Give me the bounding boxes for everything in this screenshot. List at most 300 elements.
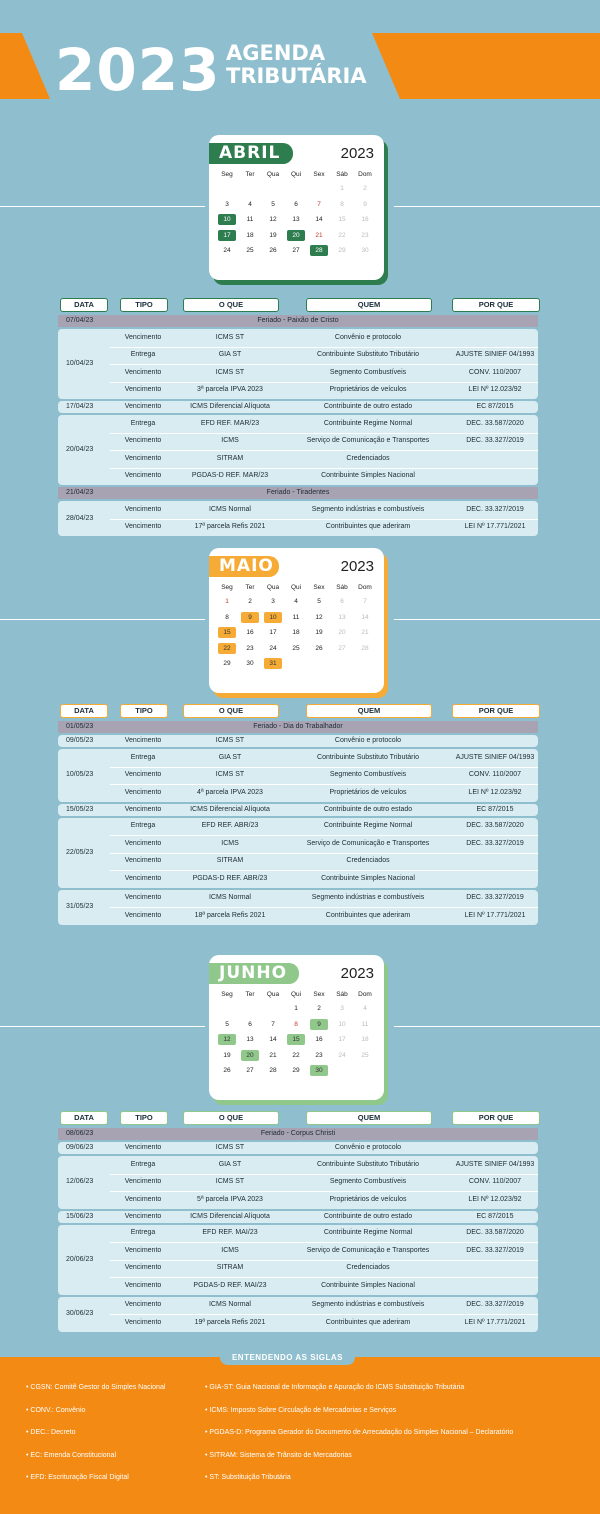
- deadline-type: Vencimento: [124, 386, 162, 394]
- calendar-year: 2023: [340, 145, 374, 162]
- deadline-who: Contribuinte Substituto Tributário: [317, 753, 419, 761]
- calendar-day-due: 31: [264, 658, 282, 669]
- column-header-3: QUEM: [306, 1111, 432, 1125]
- calendar-day: 24: [269, 644, 277, 652]
- calendar-day: 6: [340, 598, 344, 605]
- deadline-why: DEC. 33.327/2019: [466, 1246, 524, 1254]
- calendar-day: 19: [315, 629, 323, 636]
- calendar-day: 4: [248, 200, 252, 208]
- weekday-label: Dom: [358, 991, 372, 998]
- deadline-type: Vencimento: [124, 1178, 162, 1186]
- deadline-who: Proprietários de veículos: [329, 788, 407, 796]
- deadline-date: 10/05/23: [66, 771, 94, 779]
- deadline-type: Vencimento: [124, 1195, 162, 1203]
- deadline-why: DEC. 33.587/2020: [466, 1229, 524, 1237]
- holiday-name: Feriado - Tiradentes: [266, 489, 330, 496]
- calendar-day: 4: [363, 1005, 367, 1012]
- deadline-type: Entrega: [130, 1229, 156, 1237]
- calendar-day: 8: [340, 200, 344, 208]
- deadline-type: Entrega: [130, 419, 156, 427]
- calendar-day: 2: [363, 185, 367, 192]
- row-separator: [110, 1314, 538, 1315]
- calendar-day: 29: [292, 1067, 300, 1074]
- divider-line-left: [0, 206, 205, 207]
- row-separator: [110, 364, 538, 365]
- calendar-day: 27: [246, 1067, 254, 1074]
- calendar-day: 11: [246, 216, 254, 223]
- deadline-who: Contribuintes que aderiram: [325, 911, 411, 919]
- deadline-type: Vencimento: [124, 1144, 162, 1151]
- calendar-day: 16: [246, 629, 254, 636]
- deadline-item: SITRAM: [216, 857, 244, 865]
- deadline-item: ICMS ST: [215, 1178, 245, 1186]
- row-separator: [110, 382, 538, 383]
- deadline-date: 15/05/23: [66, 805, 94, 813]
- calendar-day: 2: [248, 598, 252, 605]
- column-header-1: TIPO: [120, 704, 168, 718]
- calendar-day: 24: [338, 1051, 346, 1059]
- calendar-day: 3: [271, 598, 275, 605]
- deadline-item: 19ª parcela Refis 2021: [194, 1318, 266, 1326]
- deadline-who: Contribuinte de outro estado: [323, 1212, 413, 1220]
- glossary-entry: • EC: Emenda Constitucional: [26, 1451, 116, 1459]
- calendar-day: 13: [246, 1036, 254, 1043]
- deadline-who: Segmento Combustíveis: [329, 368, 407, 376]
- deadline-item: ICMS Diferencial Alíquota: [190, 403, 270, 410]
- divider-line-left: [0, 619, 205, 620]
- deadline-type: Vencimento: [124, 1281, 162, 1289]
- weekday-label: Seg: [221, 171, 233, 178]
- deadline-who: Serviço de Comunicação e Transportes: [306, 1246, 430, 1254]
- deadline-why: EC 87/2015: [476, 1212, 514, 1220]
- deadline-date: 22/05/23: [66, 848, 94, 856]
- calendar-day: 29: [223, 660, 231, 667]
- deadline-type: Entrega: [130, 1160, 156, 1168]
- calendar-day: 21: [361, 629, 369, 636]
- row-separator: [110, 1174, 538, 1175]
- deadline-item: EFD REF. ABR/23: [201, 822, 259, 830]
- weekday-label: Sáb: [336, 991, 348, 998]
- calendar-day: 19: [223, 1051, 231, 1059]
- weekday-label: Sex: [313, 584, 325, 591]
- weekday-label: Seg: [221, 991, 233, 998]
- calendar-day: 3: [225, 200, 229, 208]
- weekday-label: Seg: [221, 584, 233, 591]
- deadline-why: EC 87/2015: [476, 805, 514, 813]
- deadline-item: ICMS: [221, 1246, 239, 1254]
- row-separator: [110, 468, 538, 469]
- deadline-why: CONV. 110/2007: [468, 368, 522, 376]
- calendar-day: 3: [340, 1005, 344, 1012]
- deadline-why: LEI Nº 17.771/2021: [464, 911, 526, 919]
- row-separator: [110, 907, 538, 908]
- deadline-date: 17/04/23: [66, 403, 94, 410]
- calendar-day-due: 20: [287, 230, 305, 241]
- calendar-month-badge: MAIO: [209, 556, 279, 577]
- holiday-date: 07/04/23: [66, 317, 94, 324]
- divider-line-right: [394, 619, 600, 620]
- calendar-day: 27: [292, 247, 300, 254]
- deadline-type: Vencimento: [124, 1264, 162, 1272]
- deadline-type: Vencimento: [124, 839, 162, 847]
- header-year: 2023: [55, 36, 221, 104]
- calendar-day: 5: [317, 598, 321, 605]
- deadline-who: Contribuinte Regime Normal: [323, 1229, 413, 1237]
- deadline-why: DEC. 33.587/2020: [466, 419, 524, 427]
- calendar-day: 14: [361, 613, 369, 621]
- calendar-day: 5: [225, 1020, 229, 1028]
- calendar-day: 23: [361, 231, 369, 239]
- deadline-who: Segmento Combustíveis: [329, 771, 407, 779]
- deadline-who: Credenciados: [346, 857, 390, 865]
- column-header-0: DATA: [60, 704, 108, 718]
- deadline-type: Vencimento: [124, 1318, 162, 1326]
- calendar-day: 18: [292, 629, 300, 636]
- column-header-1: TIPO: [120, 298, 168, 312]
- deadline-who: Convênio e protocolo: [334, 333, 402, 341]
- row-separator: [110, 835, 538, 836]
- deadline-type: Vencimento: [124, 788, 162, 796]
- deadline-why: DEC. 33.587/2020: [466, 822, 524, 830]
- deadline-item: ICMS Normal: [208, 894, 251, 902]
- deadline-item: ICMS ST: [215, 737, 245, 744]
- deadline-item: ICMS ST: [215, 333, 245, 341]
- column-header-0: DATA: [60, 298, 108, 312]
- deadline-who: Proprietários de veículos: [329, 1195, 407, 1203]
- row-separator: [110, 784, 538, 785]
- deadline-type: Vencimento: [124, 1246, 162, 1254]
- calendar-day: 1: [294, 1005, 298, 1012]
- deadline-why: LEI Nº 17.771/2021: [464, 1318, 526, 1326]
- divider-line-right: [394, 1026, 600, 1027]
- header-title-line2: TRIBUTÁRIA: [226, 64, 367, 88]
- deadline-why: DEC. 33.327/2019: [466, 894, 524, 902]
- deadline-why: DEC. 33.327/2019: [466, 505, 524, 513]
- row-separator: [110, 870, 538, 871]
- deadline-who: Contribuinte Substituto Tributário: [317, 1160, 419, 1168]
- calendar-day: 2: [317, 1005, 321, 1012]
- deadline-item: ICMS Diferencial Alíquota: [190, 1212, 270, 1220]
- deadline-item: ICMS Diferencial Alíquota: [190, 805, 270, 813]
- calendar-day: 30: [246, 660, 254, 667]
- calendar-year: 2023: [340, 558, 374, 575]
- deadline-item: ICMS ST: [215, 771, 245, 779]
- calendar-day: 24: [223, 247, 231, 254]
- weekday-label: Ter: [245, 991, 255, 998]
- calendar-day: 16: [315, 1036, 323, 1043]
- deadline-why: DEC. 33.327/2019: [466, 839, 524, 847]
- deadline-why: AJUSTE SINIEF 04/1993: [455, 753, 535, 761]
- deadline-who: Contribuinte de outro estado: [323, 403, 413, 410]
- glossary-entry: • GIA-ST: Guia Nacional de Informação e Apuração do ICMS Substituição Tributária: [205, 1384, 465, 1391]
- calendar-day: 28: [361, 644, 369, 652]
- deadline-type: Entrega: [130, 822, 156, 830]
- deadline-who: Convênio e protocolo: [334, 1144, 402, 1151]
- deadline-item: 18ª parcela Refis 2021: [194, 911, 266, 919]
- calendar-day-due: 10: [264, 612, 282, 623]
- calendar-day: 13: [292, 216, 300, 223]
- calendar-day-due: 15: [287, 1034, 305, 1045]
- glossary-entry: • SITRAM: Sistema de Trânsito de Mercadorias: [205, 1451, 352, 1459]
- deadline-item: 3ª parcela IPVA 2023: [197, 386, 263, 394]
- calendar-day: 11: [361, 1020, 369, 1028]
- deadline-type: Vencimento: [124, 737, 162, 744]
- deadline-who: Segmento indústrias e combustíveis: [311, 894, 425, 902]
- deadline-who: Contribuinte Simples Nacional: [321, 1281, 415, 1289]
- calendar-day: 22: [292, 1051, 300, 1059]
- calendar-day: 26: [269, 247, 277, 254]
- deadline-who: Contribuinte Substituto Tributário: [317, 351, 419, 359]
- deadline-item: EFD REF. MAI/23: [202, 1229, 258, 1237]
- deadline-who: Contribuinte de outro estado: [323, 805, 413, 813]
- deadline-why: LEI Nº 12.023/92: [468, 788, 522, 796]
- calendar-day: 6: [248, 1020, 252, 1028]
- deadline-who: Segmento indústrias e combustíveis: [311, 505, 425, 513]
- calendar-day: 20: [338, 629, 346, 636]
- deadline-item: SITRAM: [216, 454, 244, 462]
- deadline-item: PGDAS-D REF. MAI/23: [193, 1281, 267, 1289]
- calendar-day: 18: [361, 1036, 369, 1043]
- weekday-label: Qui: [290, 171, 302, 178]
- calendar-day-due: 30: [310, 1065, 328, 1076]
- deadline-who: Serviço de Comunicação e Transportes: [306, 437, 430, 445]
- deadline-date: 30/06/23: [66, 1310, 94, 1317]
- deadline-who: Contribuinte Simples Nacional: [321, 472, 415, 480]
- column-header-1: TIPO: [120, 1111, 168, 1125]
- deadline-item: PGDAS-D REF. MAR/23: [191, 472, 269, 480]
- deadline-who: Segmento indústrias e combustíveis: [311, 1301, 425, 1309]
- calendar-maio: [209, 548, 384, 693]
- deadline-item: 17ª parcela Refis 2021: [194, 523, 266, 531]
- calendar-day: 26: [315, 644, 323, 652]
- calendar-day: 7: [363, 598, 367, 605]
- deadline-type: Vencimento: [124, 523, 162, 531]
- deadline-date: 09/06/23: [66, 1144, 94, 1151]
- calendar-day: 1: [340, 185, 344, 192]
- deadline-why: DEC. 33.327/2019: [466, 1301, 524, 1309]
- calendar-day: 25: [246, 247, 254, 254]
- column-header-4: POR QUE: [452, 704, 540, 718]
- calendar-day: 6: [294, 200, 298, 208]
- column-header-2: O QUE: [183, 704, 279, 718]
- row-separator: [110, 450, 538, 451]
- deadline-type: Vencimento: [124, 1301, 162, 1309]
- deadline-item: 5ª parcela IPVA 2023: [197, 1195, 263, 1203]
- calendar-day-due: 9: [241, 612, 259, 623]
- calendar-day: 23: [315, 1051, 323, 1059]
- calendar-day: 13: [338, 613, 346, 621]
- weekday-label: Dom: [358, 584, 372, 591]
- calendar-day: 26: [223, 1067, 231, 1074]
- calendar-day-due: 9: [310, 1019, 328, 1030]
- calendar-day: 11: [292, 613, 300, 621]
- deadline-date: 09/05/23: [66, 737, 94, 744]
- row-separator: [110, 1191, 538, 1192]
- weekday-label: Ter: [245, 584, 255, 591]
- weekday-label: Sex: [313, 991, 325, 998]
- column-header-2: O QUE: [183, 1111, 279, 1125]
- calendar-day: 12: [315, 613, 323, 621]
- header-title-line1: AGENDA: [226, 41, 326, 65]
- calendar-day: 16: [361, 216, 369, 223]
- calendar-month-badge: ABRIL: [209, 143, 293, 164]
- deadline-item: 4ª parcela IPVA 2023: [197, 788, 263, 796]
- weekday-label: Ter: [245, 171, 255, 178]
- row-separator: [110, 767, 538, 768]
- deadline-who: Credenciados: [346, 1264, 390, 1272]
- deadline-who: Contribuinte Simples Nacional: [321, 874, 415, 882]
- deadline-type: Vencimento: [124, 894, 162, 902]
- calendar-day: 14: [315, 216, 323, 223]
- deadline-who: Contribuintes que aderiram: [325, 1318, 411, 1326]
- glossary-entry: • DEC.: Decreto: [26, 1429, 76, 1436]
- deadline-type: Vencimento: [124, 911, 162, 919]
- row-separator: [110, 853, 538, 854]
- deadline-who: Segmento Combustíveis: [329, 1178, 407, 1186]
- calendar-day: 17: [269, 629, 277, 636]
- holiday-name: Feriado - Corpus Christi: [260, 1130, 336, 1137]
- deadline-item: ICMS: [221, 839, 239, 847]
- calendar-day: 21: [315, 231, 323, 239]
- holiday-date: 21/04/23: [66, 489, 94, 496]
- calendar-day-due: 12: [218, 1034, 236, 1045]
- calendar-day: 27: [338, 644, 346, 652]
- column-header-0: DATA: [60, 1111, 108, 1125]
- row-separator: [110, 347, 538, 348]
- calendar-day-due: 17: [218, 230, 236, 241]
- calendar-day: 8: [225, 613, 229, 621]
- calendar-year: 2023: [340, 965, 374, 982]
- deadline-date: 20/04/23: [66, 446, 94, 453]
- weekday-label: Qua: [266, 171, 280, 178]
- calendar-day-due: 28: [310, 245, 328, 256]
- calendar-day: 22: [338, 231, 346, 239]
- holiday-date: 08/06/23: [66, 1130, 94, 1137]
- deadline-who: Proprietários de veículos: [329, 386, 407, 394]
- calendar-day: 8: [294, 1020, 298, 1028]
- calendar-month-badge: JUNHO: [209, 963, 299, 984]
- column-header-2: O QUE: [183, 298, 279, 312]
- row-separator: [110, 433, 538, 434]
- deadline-item: ICMS Normal: [208, 505, 251, 513]
- deadline-date: 12/06/23: [66, 1178, 94, 1186]
- calendar-day: 9: [363, 200, 367, 208]
- deadline-who: Contribuintes que aderiram: [325, 523, 411, 531]
- deadline-who: Serviço de Comunicação e Transportes: [306, 839, 430, 847]
- divider-line-right: [394, 206, 600, 207]
- calendar-junho: [209, 955, 384, 1100]
- calendar-day: 7: [271, 1020, 275, 1028]
- deadline-type: Vencimento: [124, 368, 162, 376]
- deadline-type: Vencimento: [124, 403, 162, 410]
- deadline-date: 10/04/23: [66, 360, 94, 367]
- deadline-date: 31/05/23: [66, 903, 94, 910]
- deadline-why: LEI Nº 17.771/2021: [464, 523, 526, 531]
- deadline-item: ICMS ST: [215, 1144, 245, 1151]
- weekday-label: Sáb: [336, 171, 348, 178]
- deadline-why: DEC. 33.327/2019: [466, 437, 524, 445]
- divider-line-left: [0, 1026, 205, 1027]
- glossary-entry: • EFD: Escrituração Fiscal Digital: [26, 1474, 129, 1481]
- deadline-why: AJUSTE SINIEF 04/1993: [455, 1160, 535, 1168]
- deadline-why: CONV. 110/2007: [468, 771, 522, 779]
- calendar-day: 1: [225, 598, 229, 605]
- row-separator: [110, 1277, 538, 1278]
- deadline-why: AJUSTE SINIEF 04/1993: [455, 351, 535, 359]
- deadline-type: Vencimento: [124, 505, 162, 513]
- deadline-type: Entrega: [130, 351, 156, 359]
- deadline-type: Vencimento: [124, 1212, 162, 1220]
- calendar-day: 4: [294, 598, 298, 605]
- holiday-name: Feriado - Paixão de Cristo: [257, 317, 339, 324]
- calendar-day: 10: [338, 1020, 346, 1028]
- calendar-day: 17: [338, 1036, 346, 1043]
- deadline-who: Credenciados: [346, 454, 390, 462]
- holiday-row: [58, 315, 538, 327]
- deadline-type: Vencimento: [124, 771, 162, 779]
- holiday-name: Feriado - Dia do Trabalhador: [253, 723, 343, 730]
- calendar-day: 28: [269, 1067, 277, 1074]
- calendar-day: 29: [338, 247, 346, 254]
- deadline-who: Convênio e protocolo: [334, 737, 402, 744]
- calendar-day: 14: [269, 1036, 277, 1043]
- deadline-why: EC 87/2015: [476, 403, 514, 410]
- calendar-day: 25: [361, 1051, 369, 1059]
- row-separator: [110, 519, 538, 520]
- deadline-type: Vencimento: [124, 437, 162, 445]
- calendar-day: 12: [269, 216, 277, 223]
- deadline-type: Vencimento: [124, 857, 162, 865]
- deadline-type: Vencimento: [124, 874, 162, 882]
- calendar-abril: [209, 135, 384, 280]
- glossary-entry: • ICMS: Imposto Sobre Circulação de Mercadorias e Serviços: [205, 1406, 397, 1414]
- weekday-label: Sex: [313, 171, 325, 178]
- glossary-entry: • CONV.: Convênio: [26, 1406, 86, 1414]
- deadline-item: GIA ST: [218, 351, 242, 359]
- weekday-label: Sáb: [336, 584, 348, 591]
- calendar-day: 15: [338, 216, 346, 223]
- row-separator: [110, 1260, 538, 1261]
- deadline-item: ICMS: [221, 437, 239, 445]
- holiday-date: 01/05/23: [66, 723, 94, 730]
- deadline-date: 15/06/23: [66, 1212, 94, 1220]
- header-title: [226, 42, 367, 88]
- holiday-row: [58, 721, 538, 733]
- glossary-title: ENTENDENDO AS SIGLAS: [220, 1350, 355, 1365]
- deadline-why: LEI Nº 12.023/92: [468, 386, 522, 394]
- glossary-entry: • CGSN: Comitê Gestor do Simples Nacional: [26, 1384, 166, 1391]
- weekday-label: Qui: [290, 991, 302, 998]
- deadline-date: 20/06/23: [66, 1255, 94, 1263]
- deadline-type: Vencimento: [124, 472, 162, 480]
- calendar-day-due: 10: [218, 214, 236, 225]
- holiday-row: [58, 487, 538, 499]
- calendar-day-due: 20: [241, 1050, 259, 1061]
- calendar-day: 21: [269, 1051, 277, 1059]
- weekday-label: Qua: [266, 991, 280, 998]
- deadline-item: GIA ST: [218, 753, 242, 761]
- calendar-day: 30: [361, 247, 369, 254]
- deadline-type: Vencimento: [124, 454, 162, 462]
- deadline-date: 28/04/23: [66, 514, 94, 522]
- calendar-day: 23: [246, 644, 254, 652]
- deadline-item: ICMS ST: [215, 368, 245, 376]
- deadline-who: Contribuinte Regime Normal: [323, 822, 413, 830]
- calendar-day: 25: [292, 644, 300, 652]
- deadline-type: Vencimento: [124, 333, 162, 341]
- calendar-day-due: 15: [218, 627, 236, 638]
- holiday-row: [58, 1128, 538, 1140]
